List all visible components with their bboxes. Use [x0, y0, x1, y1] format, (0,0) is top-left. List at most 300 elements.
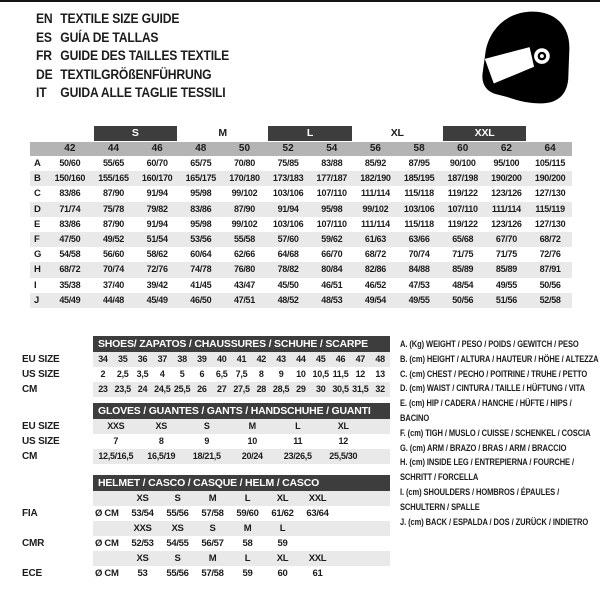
strip-cell: 2,5 [116, 369, 129, 379]
measurement-cell: 48/53 [310, 293, 354, 308]
measurement-cell: 71/74 [48, 202, 92, 217]
helmet-size-cell: S [174, 553, 181, 564]
measurement-cell: 68/72 [48, 262, 92, 277]
measurement-cell: 177/187 [310, 171, 354, 186]
measurement-cell: 115/119 [528, 202, 572, 217]
measurement-cell: 70/80 [233, 158, 255, 168]
language-list [36, 10, 229, 103]
measurement-cell: 91/94 [146, 188, 168, 199]
measurement-cell: 60/64 [190, 249, 212, 260]
strip-cells [93, 491, 390, 506]
strip-data-row [22, 434, 394, 449]
measurement-cell: 119/122 [447, 218, 478, 229]
size-group-row [30, 124, 572, 142]
size-header-cell: 42 [48, 142, 92, 156]
table-title-bar: HELMET / CASCO / CASQUE / HELM / CASCO [93, 475, 390, 491]
measurement-cell: 55/58 [223, 232, 267, 247]
strip-cell: S [203, 421, 210, 431]
measurement-cell: 65/68 [441, 232, 485, 247]
measurement-cell: 76/80 [223, 262, 267, 277]
helmet-size-cell: L [279, 523, 286, 534]
helmet-size-cell: M [243, 523, 252, 534]
strip-cell: 3,5 [136, 369, 149, 379]
strip-cell: 10 [247, 436, 257, 446]
measurement-cell: 185/195 [397, 171, 441, 186]
strip-cells [93, 382, 390, 397]
strip-label-spacer [22, 475, 93, 491]
measurement-row [30, 186, 572, 201]
strip-label-spacer [22, 336, 93, 352]
standard-label: FIA [22, 508, 38, 519]
strip-cell: 9 [278, 369, 284, 379]
measurement-cell: 83/86 [59, 218, 81, 229]
measurement-cell: 72/76 [539, 249, 561, 260]
measurement-cell: 79/82 [135, 202, 179, 217]
measurement-row [30, 202, 572, 217]
helmet-value-cell: 52/53 [131, 538, 154, 549]
measurement-cell: 105/115 [535, 158, 566, 168]
measurement-cell: 47/53 [408, 279, 430, 290]
size-group-xxl: XXL [443, 126, 526, 141]
standard-label: CMR [22, 538, 45, 549]
measurement-cell: 51/56 [485, 293, 529, 308]
helmet-value-row [22, 566, 394, 581]
strip-data-row [22, 419, 394, 434]
helmet-value-cell: 55/56 [166, 568, 189, 579]
measurement-cell: 111/114 [360, 188, 390, 199]
helmet-size-cell: M [208, 493, 217, 504]
measurement-cell: 71/75 [495, 249, 517, 260]
measurement-cell: 37/40 [102, 279, 124, 290]
measurement-cell: 57/60 [266, 232, 310, 247]
measurement-cell: 62/66 [233, 249, 255, 260]
helmet-size-cell: L [244, 553, 251, 564]
helmet-value-cell: 63/64 [306, 508, 329, 519]
measurement-cell: 68/72 [528, 232, 572, 247]
measurement-cell: 49/55 [495, 279, 517, 290]
size-header-cell: 54 [310, 142, 354, 156]
strip-cell: 32 [375, 384, 385, 394]
measurement-cell: 115/118 [404, 218, 434, 229]
strip-cell: 25,5 [173, 384, 191, 394]
strip-cell: 29 [296, 384, 306, 394]
measurement-cell: 35/38 [59, 279, 81, 290]
table-title-bar: SHOES/ ZAPATOS / CHAUSSURES / SCHUHE / SCARPE [93, 336, 390, 352]
measurement-cell: 56/60 [102, 249, 124, 260]
measurement-cell: 95/98 [190, 218, 212, 229]
standard-label: ECE [22, 568, 42, 579]
measurement-cell: 91/94 [146, 218, 168, 229]
helmet-value-cell: 59/60 [236, 508, 259, 519]
measurement-row [30, 156, 572, 171]
measurement-cell: 87/91 [528, 262, 572, 277]
measurement-cell: 99/102 [354, 202, 398, 217]
unit-spacer [93, 551, 125, 566]
measurement-cell: 99/102 [231, 188, 258, 199]
measurement-cell: 58/62 [146, 249, 168, 260]
main-size-table [30, 124, 572, 308]
strip-cell: 27,5 [233, 384, 250, 394]
strip-cell: M [248, 421, 256, 431]
helmet-value-row [22, 536, 394, 551]
strip-cells [93, 521, 390, 536]
measurement-cell: 127/130 [534, 218, 566, 229]
size-header-cell: 64 [528, 142, 572, 156]
language-code: ES [36, 29, 52, 45]
strip-row-label: EU SIZE [22, 421, 60, 432]
strip-cell: L [295, 421, 301, 431]
measurement-cell: 59/62 [310, 232, 354, 247]
strip-cell: XXS [107, 421, 125, 431]
row-label: E [34, 218, 41, 230]
measurement-cell: 85/92 [364, 158, 386, 168]
strip-row-label: EU SIZE [22, 354, 60, 365]
measurement-cell: 61/63 [354, 232, 398, 247]
legend-entry: C. (cm) CHEST / PECHO / POITRINE / TRUHE / PETTO [400, 368, 588, 379]
gloves-table [22, 403, 394, 464]
language-code: EN [36, 11, 53, 26]
measurement-cell: 95/98 [190, 188, 212, 199]
helmet-value-cell: 55/56 [166, 508, 189, 519]
size-group-cell [441, 124, 528, 142]
measurement-cell: 47/50 [48, 232, 92, 247]
size-header-cell: 46 [135, 142, 179, 156]
strip-cell: 30,5 [332, 384, 349, 394]
measurement-cell: 107/110 [316, 218, 347, 229]
language-title: GUIDA ALLE TAGLIE TESSILI [60, 85, 226, 101]
strip-cell: XS [155, 421, 167, 431]
measurement-cell: 99/102 [231, 218, 258, 229]
helmet-size-row [22, 551, 394, 566]
size-group-spacer [528, 124, 572, 142]
legend-entry: F. (cm) TIGH / MUSLO / CUISSE / SCHENKEL / COSCIA [400, 427, 591, 438]
row-label: B [30, 171, 48, 186]
measurement-cell: 87/95 [408, 158, 430, 168]
helmet-value-cell: 53/54 [131, 508, 154, 519]
strip-cells [93, 367, 390, 382]
helmet-size-cell: XL [276, 493, 289, 504]
size-header-cell: 48 [179, 142, 223, 156]
strip-data-row [22, 352, 394, 367]
helmet-size-row [22, 491, 394, 506]
measurement-cell: 65/75 [190, 158, 212, 168]
strip-cell: 10,5 [312, 369, 329, 379]
measurement-legend [400, 337, 600, 529]
strip-cell: 9 [204, 436, 210, 446]
measurement-cell: 49/52 [92, 232, 136, 247]
strip-cell: 34 [98, 354, 108, 364]
strip-cell: 26 [197, 384, 207, 394]
strip-cell: 23/26,5 [283, 451, 312, 461]
legend-entry: H. (cm) INSIDE LEG / ENTREPIERNA / FOURCHE / SCHRITT / FORCELLA [400, 457, 574, 483]
measurement-cell: 95/100 [493, 158, 520, 168]
measurement-cell: 51/54 [135, 232, 179, 247]
measurement-cell: 173/183 [266, 171, 310, 186]
legend-entry: G. (cm) ARM / BRAZO / BRAS / ARM / BRACCIO [400, 442, 567, 453]
measurement-cell: 111/114 [360, 218, 390, 229]
size-header-cell: 58 [397, 142, 441, 156]
legend-entry: B. (cm) HEIGHT / ALTURA / HAUTEUR / HÖHE / ALTEZZA [400, 353, 599, 364]
measurement-cell: 46/51 [321, 279, 343, 290]
strip-cells [93, 566, 390, 581]
strip-cell: 39 [197, 354, 207, 364]
measurement-cell: 54/58 [59, 249, 81, 260]
legend-entry: D. (cm) WAIST / CINTURA / TAILLE / HÜFTUNG / VITA [400, 383, 585, 394]
helmet-value-cell: 56/57 [201, 538, 224, 549]
language-title: TEXTILGRÖßENFÜHRUNG [60, 66, 212, 82]
helmet-size-cell: XXS [133, 523, 152, 534]
measurement-cell: 53/56 [179, 232, 223, 247]
bottom-tables [22, 336, 394, 581]
helmet-value-cell: 53 [137, 568, 148, 579]
measurement-cell: 64/68 [277, 249, 299, 260]
strip-header-row [22, 475, 394, 491]
helmet-size-cell: S [209, 523, 216, 534]
measurement-cell: 103/106 [272, 188, 304, 199]
strip-cells [93, 352, 390, 367]
measurement-cell: 60/70 [146, 158, 168, 168]
measurement-cell: 45/50 [277, 279, 299, 290]
diameter-unit-label: Ø CM [95, 568, 119, 579]
measurement-cell: 47/51 [223, 293, 267, 308]
strip-cell: 13 [375, 369, 385, 379]
strip-cell: 6 [199, 369, 205, 379]
measurement-cell: 43/47 [233, 279, 255, 290]
diameter-unit-label: Ø CM [95, 538, 119, 549]
measurement-row [30, 232, 572, 247]
measurement-cell: 111/114 [485, 202, 529, 217]
size-header-spacer [30, 142, 48, 156]
helmet-value-cell: 61 [312, 568, 323, 579]
strip-header-row [22, 336, 394, 352]
row-label: I [34, 279, 37, 291]
measurement-cell: 127/130 [534, 188, 566, 199]
measurement-row [30, 171, 572, 186]
helmet-value-cell: 57/58 [201, 508, 224, 519]
row-label: G [34, 249, 42, 261]
strip-cell: 20/24 [241, 451, 263, 461]
measurement-cell: 91/94 [266, 202, 310, 217]
helmet-value-cell: 61/62 [271, 508, 294, 519]
legend-entry: I. (cm) SHOULDERS / HOMBROS / ÉPAULES / SCHULTERN / SPALLE [400, 486, 560, 512]
strip-cell: 10 [296, 369, 306, 379]
strip-cell: 47 [355, 354, 365, 364]
measurement-cell: 87/90 [102, 188, 124, 199]
measurement-cell: 103/106 [272, 218, 304, 229]
measurement-cell: 48/54 [452, 279, 474, 290]
strip-label-spacer [22, 403, 93, 419]
measurement-cell: 49/55 [397, 293, 441, 308]
helmet-value-cell: 59 [277, 538, 288, 549]
diameter-unit-label: Ø CM [95, 508, 119, 519]
measurement-cell: 44/48 [92, 293, 136, 308]
measurement-cell: 66/70 [321, 249, 343, 260]
measurement-row [30, 293, 572, 308]
strip-row-label: CM [22, 384, 38, 395]
language-code: FR [36, 48, 52, 64]
measurement-cell: 48/52 [266, 293, 310, 308]
size-group-s: S [94, 126, 177, 141]
strip-cell: 48 [375, 354, 385, 364]
strip-row-label: US SIZE [22, 436, 60, 447]
measurement-cell: 190/200 [528, 171, 572, 186]
strip-cell: 11,5 [332, 369, 349, 379]
strip-cell: 8 [158, 436, 164, 446]
measurement-row [30, 278, 572, 293]
size-header-cell: 56 [354, 142, 398, 156]
measurement-cell: 90/100 [449, 158, 476, 168]
language-row [36, 29, 229, 48]
strip-cells [93, 536, 390, 551]
language-title: GUÍA DE TALLAS [60, 29, 159, 45]
strip-cell: 42 [256, 354, 266, 364]
strip-cell: XL [337, 421, 349, 431]
measurement-cell: 55/65 [102, 158, 124, 168]
measurement-cell: 70/74 [408, 249, 430, 260]
unit-spacer [93, 491, 125, 506]
language-code: DE [36, 66, 53, 82]
measurement-cell: 46/50 [179, 293, 223, 308]
strip-cell: 45 [315, 354, 326, 364]
measurement-cell: 165/175 [179, 171, 223, 186]
measurement-cell: 67/70 [485, 232, 529, 247]
strip-row-label: US SIZE [22, 369, 60, 380]
language-row [36, 10, 229, 29]
size-header-cell: 44 [92, 142, 136, 156]
size-group-cell [179, 124, 266, 142]
size-group-cell [266, 124, 353, 142]
measurement-cell: 87/90 [223, 202, 267, 217]
helmet-size-cell: M [208, 553, 217, 564]
language-row [36, 47, 229, 66]
measurement-cell: 155/165 [92, 171, 136, 186]
measurement-cell: 107/110 [316, 188, 347, 199]
strip-cells [93, 419, 390, 434]
helmet-value-cell: 59 [242, 568, 253, 579]
helmet-value-row [22, 506, 394, 521]
measurement-cell: 50/60 [59, 158, 81, 168]
row-label: A [34, 158, 41, 169]
helmet-size-cell: XL [276, 553, 289, 564]
helmet-size-cell: XXL [308, 493, 327, 504]
strip-cell: 38 [177, 354, 187, 364]
language-code: IT [36, 85, 47, 101]
legend-entry: J. (cm) BACK / ESPALDA / DOS / ZURÜCK / INDIETRO [400, 516, 589, 527]
helmet-value-cell: 60 [277, 568, 288, 579]
helmet-size-cell: S [174, 493, 181, 504]
measurement-cell: 45/49 [48, 293, 92, 308]
strip-label-spacer [22, 521, 93, 536]
strip-cell: 23,5 [114, 384, 131, 394]
measurement-cell: 52/58 [528, 293, 572, 308]
measurement-cell: 41/45 [190, 279, 212, 290]
measurement-cell: 87/90 [102, 218, 124, 229]
row-label: H [30, 262, 48, 277]
strip-cell: 28,5 [272, 384, 290, 394]
measurement-cell: 45/49 [135, 293, 179, 308]
strip-data-row [22, 382, 394, 397]
measurement-cell: 119/122 [447, 188, 478, 199]
strip-cell: 16,5/19 [147, 451, 176, 461]
measurement-cell: 123/126 [491, 218, 522, 229]
measurement-cell: 115/118 [404, 188, 434, 199]
size-group-m: M [218, 127, 227, 139]
language-title: GUIDE DES TAILLES TEXTILE [60, 48, 230, 64]
strip-cell: 25,5/30 [329, 451, 358, 461]
strip-cell: 23 [98, 384, 108, 394]
size-header-cell: 62 [485, 142, 529, 156]
language-row [36, 66, 229, 85]
strip-row-label: CM [22, 451, 38, 462]
strip-cell: 44 [296, 354, 306, 364]
helmet-icon [462, 4, 586, 116]
measurement-row [30, 247, 572, 262]
measurement-cell: 182/190 [354, 171, 398, 186]
shoes-table [22, 336, 394, 397]
strip-cell: 24 [137, 384, 148, 394]
strip-cell: 8 [258, 369, 264, 379]
measurement-cell: 83/86 [59, 188, 81, 199]
measurement-cell: 160/170 [135, 171, 179, 186]
measurement-cell: 187/198 [441, 171, 485, 186]
strip-label-spacer [22, 551, 93, 566]
measurement-row [30, 262, 572, 277]
measurement-cell: 50/56 [539, 279, 561, 290]
strip-cell: 12,5/16,5 [98, 451, 134, 461]
strip-cell: 6,5 [215, 369, 228, 379]
row-label: D [30, 202, 48, 217]
helmet-size-row [22, 521, 394, 536]
strip-cell: 35 [117, 354, 128, 364]
strip-cell: 28 [256, 384, 266, 394]
strip-cell: 7 [113, 436, 119, 446]
measurement-cell: 50/56 [441, 293, 485, 308]
strip-header-row [22, 403, 394, 419]
measurement-cell: 85/89 [485, 262, 529, 277]
helmet-size-cell: XS [136, 553, 149, 564]
measurement-cell: 75/85 [277, 158, 299, 168]
size-header-cell: 52 [266, 142, 310, 156]
measurement-cell: 70/74 [92, 262, 136, 277]
size-group-cell [92, 124, 179, 142]
strip-cell: 4 [159, 369, 165, 379]
strip-cell: 7,5 [235, 369, 248, 379]
strip-cell: 24,5 [154, 384, 171, 394]
size-group-spacer [30, 124, 92, 142]
helmet-size-cell: L [244, 493, 251, 504]
strip-cell: 18/21,5 [192, 451, 221, 461]
helmet-value-cell: 57/58 [201, 568, 224, 579]
measurement-cell: 84/88 [397, 262, 441, 277]
measurement-cell: 75/78 [92, 202, 136, 217]
unit-spacer [93, 521, 125, 536]
measurement-cell: 170/180 [223, 171, 267, 186]
strip-cell: 5 [179, 369, 185, 379]
strip-cells [93, 449, 390, 464]
strip-data-row [22, 449, 394, 464]
measurement-cell: 123/126 [491, 188, 522, 199]
measurement-cell: 72/76 [135, 262, 179, 277]
helmet-value-cell: 58 [242, 538, 253, 549]
strip-cell: 11 [293, 436, 303, 446]
measurement-cell: 150/160 [48, 171, 92, 186]
strip-cell: 36 [137, 354, 148, 364]
size-header-cell: 60 [441, 142, 485, 156]
legend-entry: E. (cm) HIP / CADERA / HANCHE / HÜFTE / HIPS / BACINO [400, 398, 572, 423]
measurement-cell: 107/110 [441, 202, 485, 217]
size-group-cell [354, 124, 441, 142]
strip-cell: 12 [338, 436, 348, 446]
